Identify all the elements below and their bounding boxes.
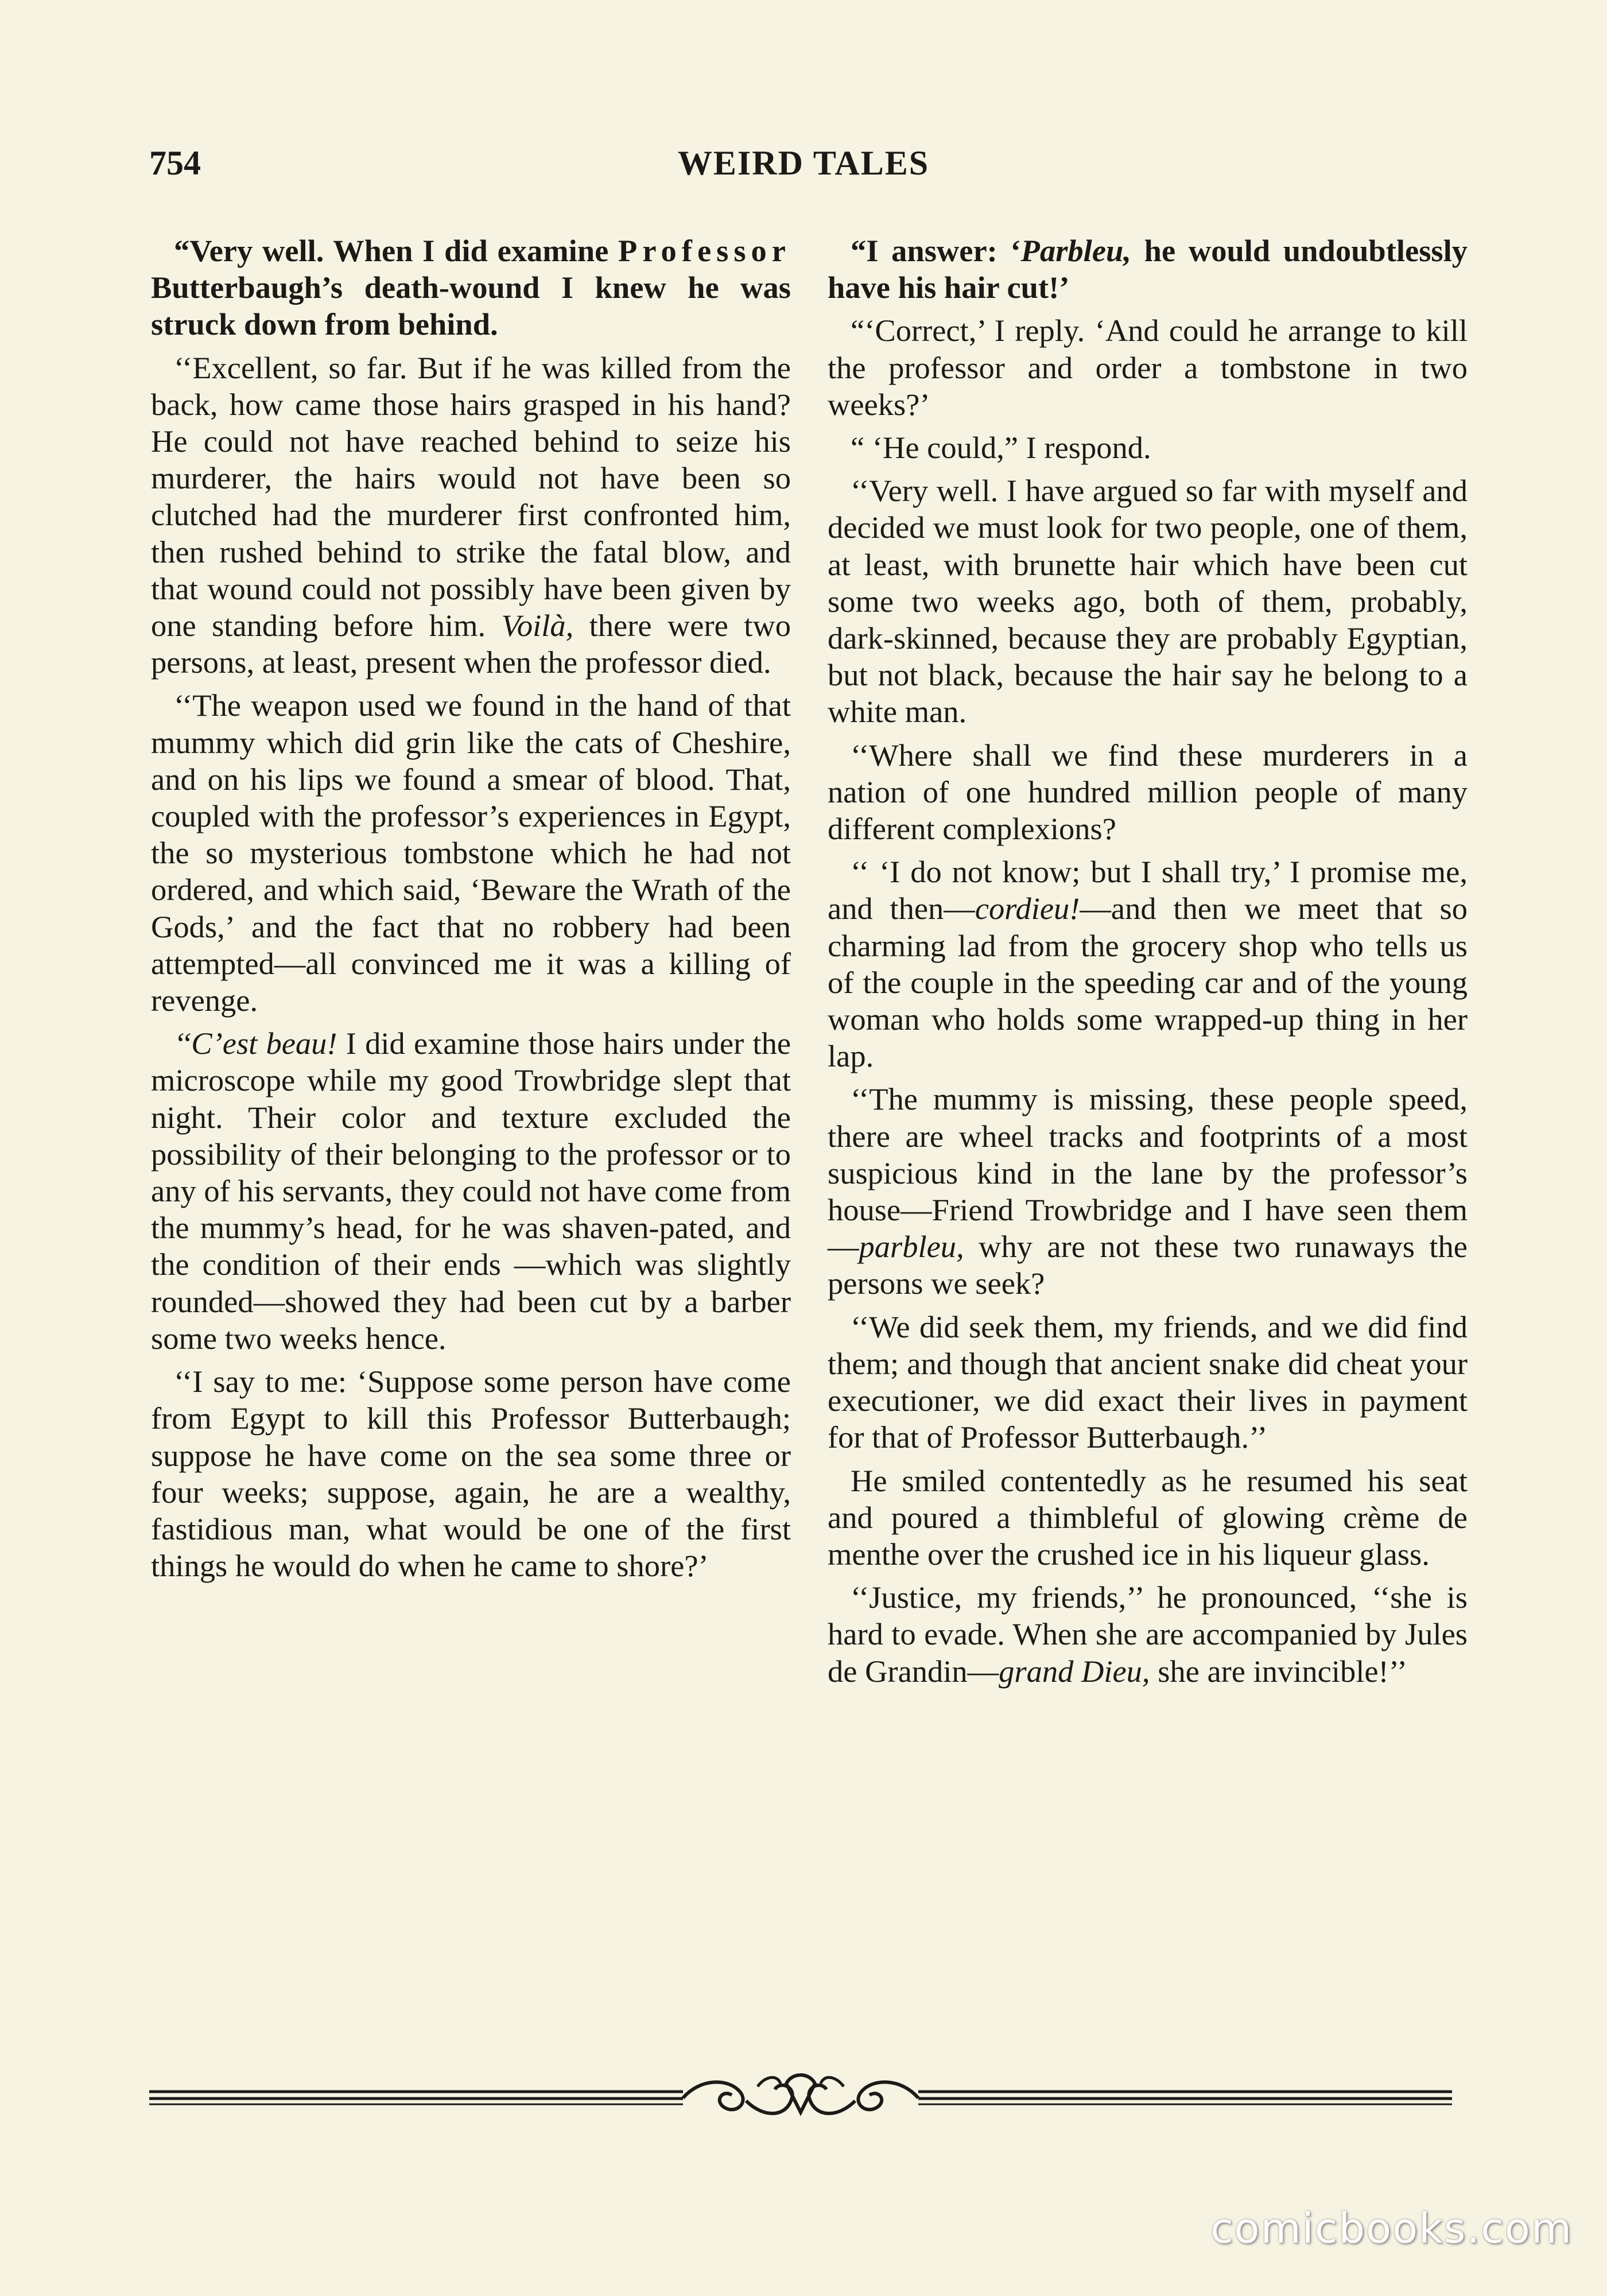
italic-text: parbleu, xyxy=(859,1229,964,1265)
running-head: WEIRD TALES xyxy=(677,144,930,182)
left-column xyxy=(151,232,791,1591)
text-run: Butterbaugh’s death-wound I knew he was struck down from behind. xyxy=(151,270,791,342)
paragraph: ‘‘We did seek them, my friends, and we did find them; and though that ancient snake did cheat your executioner, we did exact their lives in payment for that of Professor Butterbaugh.’’ xyxy=(828,1309,1468,1455)
italic-text: cordieu! xyxy=(975,891,1080,926)
paragraph xyxy=(828,1081,1468,1302)
paragraph xyxy=(828,1579,1468,1690)
page-header xyxy=(149,144,1458,195)
watermark: comicbooks.com xyxy=(1210,2204,1573,2252)
paragraph xyxy=(828,232,1468,306)
paragraph xyxy=(828,854,1468,1075)
paragraph: He smiled contentedly as he resumed his seat and poured a thimbleful of glowing crème de menthe over the crushed ice in his liqueur glass. xyxy=(828,1463,1468,1572)
paragraph: “‘Correct,’ I reply. ‘And could he arrange to kill the professor and order a tombstone in two weeks?’ xyxy=(828,313,1468,422)
paragraph: ‘‘The weapon used we found in the hand of that mummy which did grin like the cats of Cheshire, and on his lips we found a smear of blood. That, coupled with the professor’s experiences in Egypt, the so mysterious tombstone which he had not ordered, and which said, ‘Beware the Wrath of the Gods,’ and the fact that no robbery had been attempted—all convinced me it was a killing of revenge. xyxy=(151,688,791,1018)
page-number: 754 xyxy=(149,144,201,182)
paragraph: ‘‘Very well. I have argued so far with myself and decided we must look for two people, one of them, at least, with brunette hair which have been cut some two weeks ago, both of them, probably, dark-skinned, because they are probably Egyptian, but not black, because the hair say he belong to a white man. xyxy=(828,473,1468,730)
paragraph: “ ‘He could,” I respond. xyxy=(851,430,1151,466)
text-run: “I answer: ‘ xyxy=(851,233,1021,268)
text-run: there were two persons, at least, present when the professor died. xyxy=(151,608,791,680)
text-run: he would undoubtlessly have his hair cut!’ xyxy=(828,233,1468,305)
text-run: ‘‘ ‘I do not know; but I shall try,’ I promise me, and then— xyxy=(828,854,1468,926)
paragraph xyxy=(151,1025,791,1357)
text-run: ‘‘The mummy is missing, these people speed, there are wheel tracks and footprints of a most suspicious kind in the lane by the professor’s house—Friend Trowbridge and I have seen them— xyxy=(828,1081,1468,1265)
text-run: I did examine those hairs under the microscope while my good Trowbridge slept that night. Their color and texture excluded the possibility of their belonging to the professor or to any of his servants, they could not have come from the mummy’s head, for he was shaven-pated, and the condition of their ends —which was slightly rounded—showed they had been cut by a barber some two weeks hence. xyxy=(151,1026,791,1356)
italic-text: Parbleu, xyxy=(1020,233,1131,268)
italic-text: ‘‘C’est beau! xyxy=(174,1026,337,1061)
paragraph xyxy=(151,232,791,343)
text-run: Professor xyxy=(618,233,791,268)
text-run: —and then we meet that so charming lad from the grocery shop who tells us of the couple in the speeding car and of the young woman who holds some wrapped-up thing in her lap. xyxy=(828,891,1468,1074)
text-run: ‘‘Justice, my friends,’’ he pronounced, ‘‘she is hard to evade. When she are accompanied by Jules de Grandin— xyxy=(828,1580,1468,1689)
text-run: ‘‘Excellent, so far. But if he was killed from the back, how came those hairs grasped in his hand? He could not have reached behind to seize his murderer, the hairs would not have been so clutched had the murderer first confronted him, then rushed behind to strike the fatal blow, and that wound could not possibly have been given by one standing before him. xyxy=(151,350,791,643)
right-column xyxy=(828,232,1468,1696)
paragraph: ‘‘I say to me: ‘Suppose some person have come from Egypt to kill this Professor Butterbaugh; suppose he have come on the sea some three or four weeks; suppose, again, he are a wealthy, fastidious man, what would be one of the first things he would do when he came to shore?’ xyxy=(151,1364,791,1584)
paragraph xyxy=(151,350,791,681)
scroll-ornament-divider-icon xyxy=(149,2066,1452,2130)
text-run: why are not these two runaways the persons we seek? xyxy=(828,1229,1468,1301)
italic-text: grand Dieu, xyxy=(999,1653,1150,1689)
paragraph: ‘‘Where shall we find these murderers in a nation of one hundred million people of many different complexions? xyxy=(828,737,1468,847)
text-run: she are invincible!’’ xyxy=(1150,1653,1407,1689)
text-run: “Very well. When I did examine xyxy=(174,233,619,268)
italic-text: Voilà, xyxy=(501,608,574,643)
